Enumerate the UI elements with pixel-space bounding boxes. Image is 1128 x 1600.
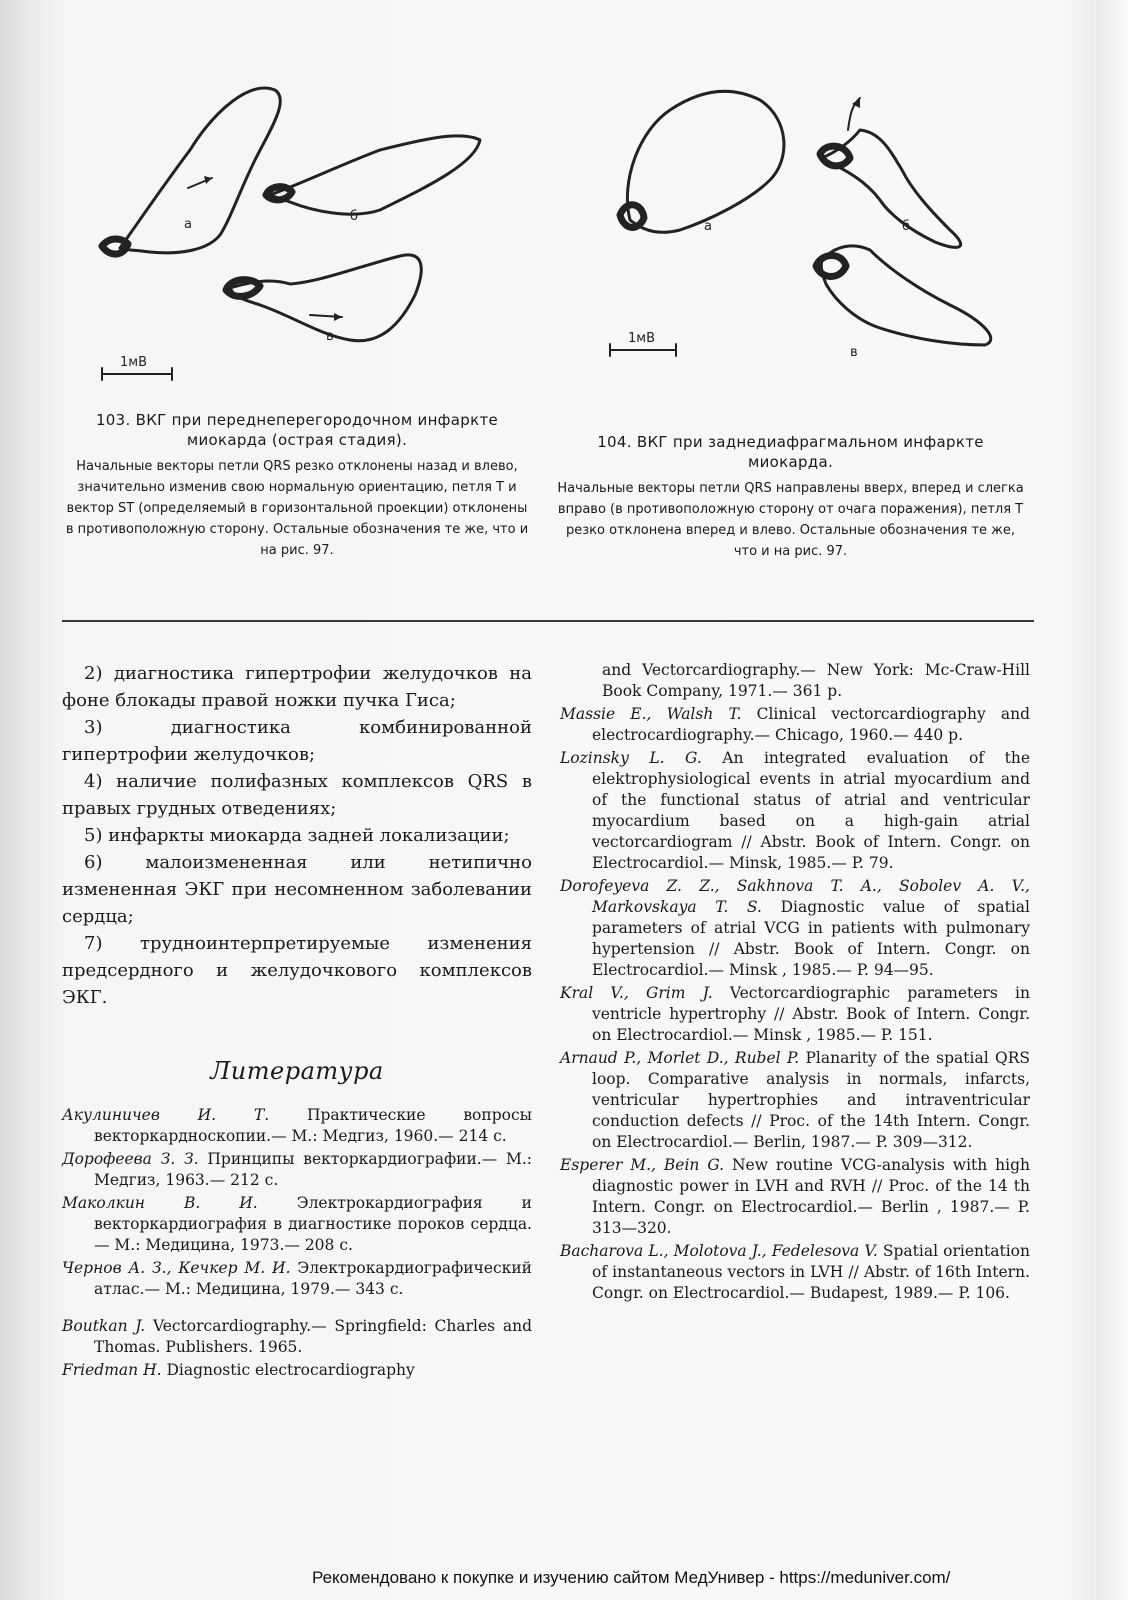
references-left [62,1105,532,1381]
list-item: 2) диагностика гипертрофии желудочков на фоне блокады правой ножки пучка Гиса; [62,663,532,711]
list-item: 7) трудноинтерпретируемые изменения предсердного и желудочкового комплексов ЭКГ. [62,933,532,1008]
figure-103-description: Начальные векторы петли QRS резко отклонены назад и влево, значительно изменив свою нормальную ориентацию, петля T и вектор ST (определяемый в горизонтальной проекции) отклонены в противоположную сторону. Остальные обозначения те же, что и на рис. 97. [65,459,529,558]
reference-continuation: and Vectorcardiography.— New York: Mc-Craw-Hill Book Company, 1971.— 361 p. [602,661,1030,700]
label-v: в [326,329,334,344]
indications-list [62,660,532,1011]
reference-item: Маколкин В. И. Электрокардиография и векторкардиография в диагностике пороков сердца.— М.: Медицина, 1973.— 208 с. [62,1194,532,1254]
figure-103-caption [62,410,532,561]
reference-item: Massie E., Walsh T. Clinical vectorcardiography and electrocardiography.— Chicago, 1960.— 440 p. [560,705,1030,744]
scale-label: 1мВ [628,331,655,346]
figure-103-title: 103. ВКГ при переднеперегородочном инфаркте миокарда (острая стадия). [95,411,499,449]
figure-104-description: Начальные векторы петли QRS направлены вверх, вперед и слегка вправо (в противоположную сторону от очага поражения), петля T резко отклонена вперед и влево. Остальные обозначения те же, что и на рис. 97. [557,481,1024,559]
figure-104-caption [553,432,1028,562]
list-item: 5) инфаркты миокарда задней локализации; [84,825,510,846]
reference-item: Boutkan J. Vectorcardiography.— Springfield: Charles and Thomas. Publishers. 1965. [62,1317,532,1356]
label-v: в [850,345,858,360]
figure-103-vcg [80,70,540,390]
figure-103-drawing [80,70,540,390]
list-item: 4) наличие полифазных комплексов QRS в правых грудных отведениях; [62,771,532,819]
reference-item: Дорофеева З. З. Принципы векторкардиографии.— М.: Медгиз, 1963.— 212 с. [62,1150,532,1189]
reference-item: Lozinsky L. G. An integrated evaluation of the elektrophysiological events in atrial myocardium and of the functional status of atrial and ventricular myocardium based on a high-gain atrial vectorcardiogram // Abstr. Book of Intern. Congr. on Electrocardiol.— Minsk, 1985.— P. 79. [560,749,1031,872]
reference-item: Esperer M., Bein G. New routine VCG-analysis with high diagnostic power in LVH and RVH // Proc. of the 14 th Intern. Congr. on Electrocardiol.— Berlin , 1987.— P. 313—320. [560,1156,1030,1237]
figure-104-vcg [590,70,1050,400]
list-item: 6) малоизмененная или нетипично измененная ЭКГ при несомненном заболевании сердца; [62,852,532,927]
figure-104-title: 104. ВКГ при заднедиафрагмальном инфаркте миокарда. [597,433,984,471]
reference-item: Dorofeyeva Z. Z., Sakhnova T. A., Sobolev A. V., Markovskaya T. S. Diagnostic value of spatial parameters of atrial VCG in patients with pulmonary hypertension // Abstr. Book of Intern. Congr. on Electrocardiol.— Minsk , 1985.— P. 94—95. [560,877,1030,979]
right-column [560,660,1030,1306]
footer-watermark: Рекомендовано к покупке и изучению сайтом МедУнивер - https://meduniver.com/ [312,1568,951,1587]
reference-item: Чернов А. З., Кечкер М. И. Электрокардиографический атлас.— М.: Медицина, 1979.— 343 с. [62,1259,533,1298]
literature-heading: Литература [210,1057,384,1085]
label-b: б [902,219,911,234]
reference-item: Kral V., Grim J. Vectorcardiographic parameters in ventricle hypertrophy // Abstr. Book of Intern. Congr. on Electrocardiol.— Minsk , 1985.— P. 151. [560,984,1030,1044]
loop-a [627,91,784,232]
label-a: а [184,217,192,232]
reference-item: Bacharova L., Molotova J., Fedelesova V. Spatial orientation of instantaneous vectors in LVH // Abstr. of 16th Intern. Congr. on Electrocardiol.— Budapest, 1989.— P. 106. [560,1242,1030,1302]
loop-v [230,255,421,341]
reference-item: Friedman H. Diagnostic electrocardiography [62,1361,415,1379]
left-column [62,660,532,1383]
reference-item: Акулиничев И. Т. Практические вопросы векторкардноскопии.— М.: Медгиз, 1960.— 214 с. [62,1106,532,1145]
figure-104-drawing [590,70,1050,400]
label-b: б [350,209,359,224]
loop-b [270,136,480,214]
list-item: 3) диагностика комбинированной гипертрофии желудочков; [62,717,532,765]
reference-item: Arnaud P., Morlet D., Rubel P. Planarity of the spatial QRS loop. Comparative analysis in normals, infarcts, ventricular hypertrophies and intraventricular conduction defects // Proc. of the 14th Intern. Congr. on Electrocardiol.— Berlin, 1987.— P. 309—312. [560,1049,1030,1151]
section-divider [62,620,1034,622]
loop-a [120,88,280,253]
label-a: а [704,219,712,234]
scale-label: 1мВ [120,355,147,370]
